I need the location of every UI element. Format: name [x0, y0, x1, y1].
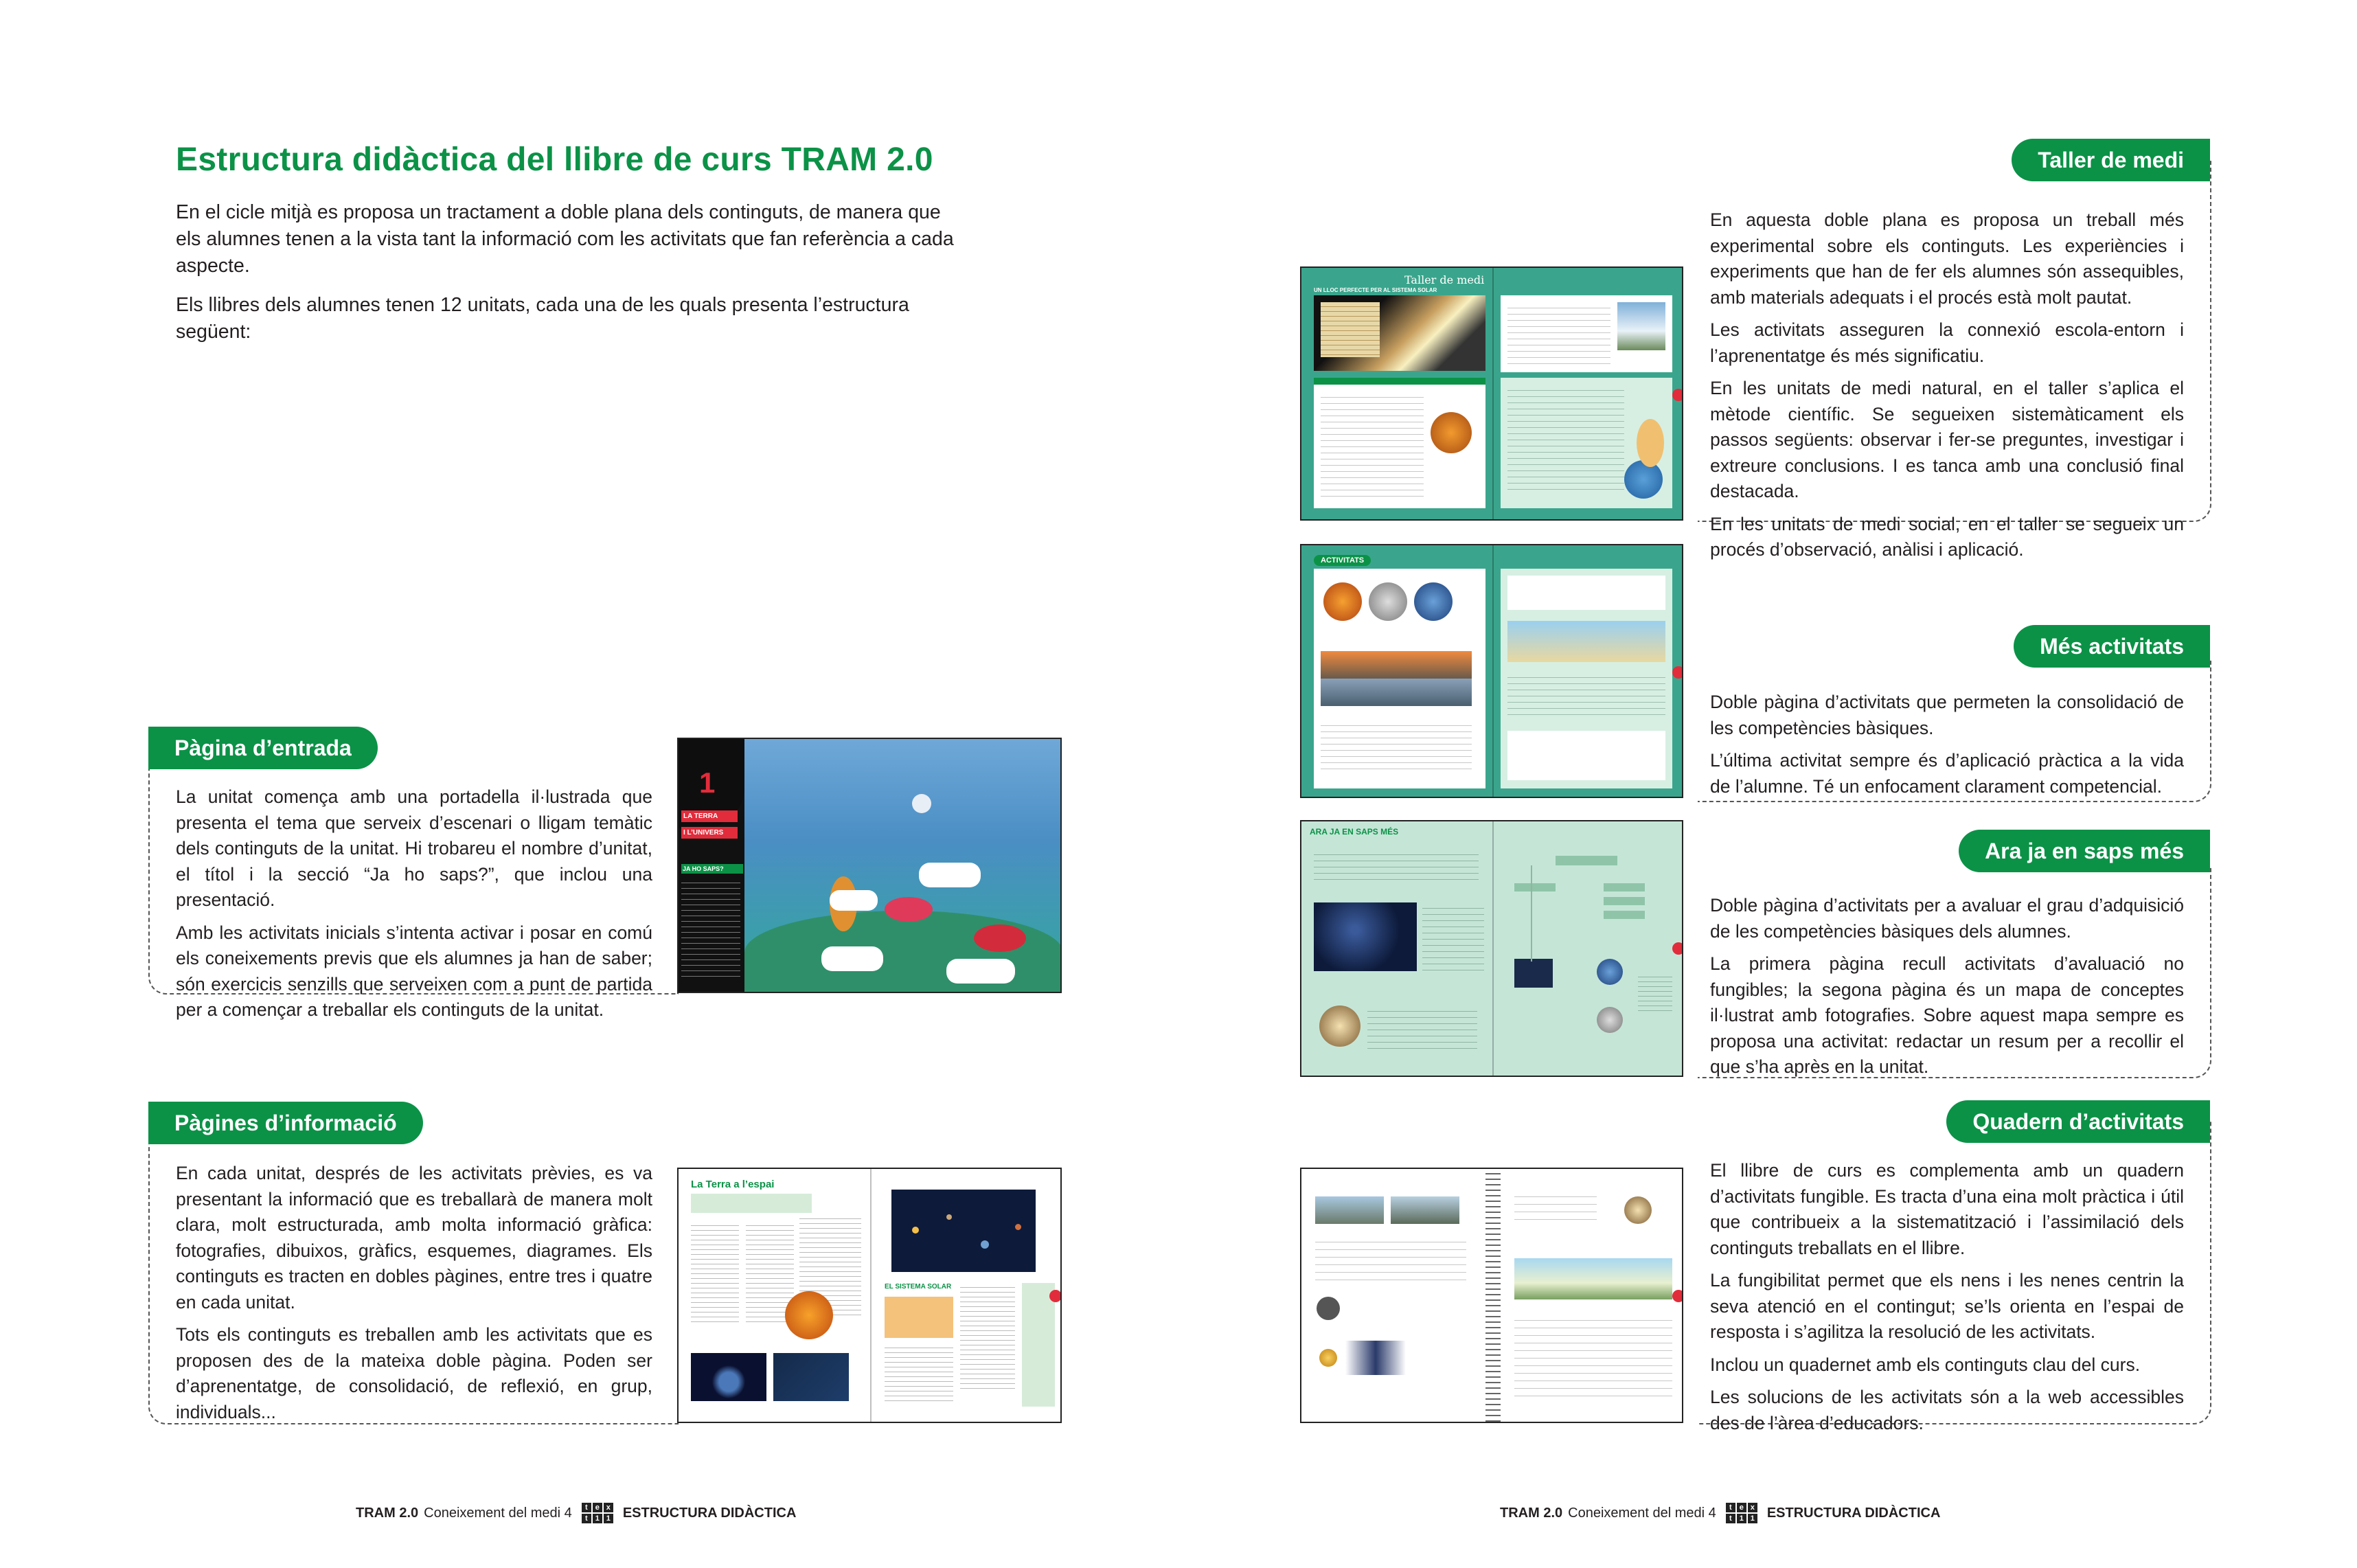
character-bag-1: [885, 897, 933, 922]
taller-paragraph-4: En les unitats de medi social, en el taller se segueix un procés d’observació, anàlisi i aplicació.: [1710, 513, 2184, 560]
taller-thumb-title: Taller de medi: [1404, 273, 1485, 286]
taller-paragraph-3: En les unitats de medi natural, en el taller s’aplica el mètode científic. Se segueixen sistemàticament els passos següents: observar i fer-se preguntes, investigar i extreure conclusions. I es tanca amb una conclusió final destacada.: [1710, 378, 2184, 501]
speech-bubble-3: [919, 863, 981, 887]
quadern-paragraph-3: Inclou un quadernet amb els continguts clau del curs.: [1710, 1354, 2141, 1375]
ara-heading: Ara ja en saps més: [1959, 830, 2210, 872]
entrada-paragraph-2: Amb les activitats inicials s’intenta activar i posar en comú els coneixements previs que els alumnes ja han de saber; són exercicis senzills que serveixen com a punt de partida per a començar a treballar els continguts de la unitat.: [176, 922, 652, 1020]
footer-subject: Coneixement del medi 4: [1568, 1505, 1716, 1521]
moon-photo: [1369, 582, 1407, 621]
taller-thumb-subtitle: UN LLOC PERFECTE PER AL SISTEMA SOLAR: [1314, 287, 1437, 293]
beach-illustration: [1507, 621, 1665, 662]
ara-paragraph-1: Doble pàgina d’activitats per a avaluar el grau d’adquisició de les competències bàsiques dels alumnes.: [1710, 895, 2184, 942]
quadern-paragraph-4: Les solucions de les activitats són a la web accessibles des de l’àrea d’educadors.: [1710, 1387, 2184, 1433]
entrada-text: [176, 784, 652, 1030]
ara-thumbnail: [1300, 820, 1683, 1077]
compass-icon: [1624, 1196, 1652, 1224]
coast-photo-2: [1391, 1196, 1459, 1224]
moon-icon: [912, 794, 931, 813]
concept-map: [1501, 856, 1672, 1062]
sun-illustration: [1431, 412, 1472, 453]
intro-paragraph-1: En el cicle mitjà es proposa un tractament a doble plana dels continguts, de manera que els alumnes tenen a la vista tant la informació com les activitats que fan referència a cada aspecte.: [176, 201, 954, 277]
publisher-logo: t e x t 1 1: [582, 1503, 613, 1523]
informacio-thumb-title: La Terra a l’espai: [691, 1179, 775, 1190]
publisher-logo: t e x t 1 1: [1726, 1503, 1757, 1523]
ara-thumb-label: ARA JA EN SAPS MÉS: [1310, 827, 1399, 837]
earth-photo: [691, 1353, 766, 1401]
spiral-binding: [1485, 1169, 1501, 1423]
footer-section: ESTRUCTURA DIDÀCTICA: [1766, 1505, 1941, 1521]
informacio-text: [176, 1161, 652, 1432]
quadern-paragraph-2: La fungibilitat permet que els nens i les nenes centrin la seva atenció en el contingut; se’ls orienta en l’espai de resposta i s’agilitza la resolució de les activitats.: [1710, 1270, 2184, 1342]
unit-title-2: I L’UNIVERS: [681, 827, 738, 839]
quadern-thumbnail: [1300, 1168, 1683, 1423]
compass-photo: [1319, 1005, 1360, 1047]
entrada-paragraph-1: La unitat comença amb una portadella il·lustrada que presenta el tema que serveix d’escenari o lligam temàtic dels continguts de la unitat. Hi trobareu el nombre d’unitat, el títol i la secció “Ja ho saps?”, que inclou una presentació.: [176, 786, 652, 910]
informacio-paragraph-2: Tots els continguts es treballen amb les activitats que es proposen des de la mateixa doble pàgina. Poden ser d’aprenentatge, de consolidació, de reflexió, en grup, individuals...: [176, 1324, 652, 1422]
informacio-paragraph-1: En cada unitat, després de les activitats prèvies, es va presentant la informació que es treballarà de manera molt clara, molt estructurada, amb molta informació gràfica: fotografies, dibuixos, gràfics, esquemes, diagrames. Els continguts es tracten en dobles pàgines, entre tres i quatre en cada unitat.: [176, 1163, 652, 1313]
phases-strip: [1315, 1341, 1466, 1375]
quadern-heading: Quadern d’activitats: [1946, 1100, 2210, 1143]
unit-number: 1: [699, 766, 716, 799]
sun-photo: [785, 1291, 833, 1339]
character-bag-2: [974, 924, 1026, 952]
table-image: [1321, 302, 1380, 357]
entrada-thumbnail: [677, 738, 1062, 993]
taller-heading: Taller de medi: [2012, 139, 2210, 181]
coast-photo-1: [1315, 1196, 1384, 1224]
entrada-heading: Pàgina d’entrada: [148, 727, 378, 769]
speech-bubble-4: [946, 959, 1015, 984]
sun-icon: [1319, 1349, 1337, 1367]
unit-title-1: LA TERRA: [681, 810, 738, 822]
footer-section: ESTRUCTURA DIDÀCTICA: [622, 1505, 797, 1521]
informacio-thumbnail: [677, 1168, 1062, 1423]
speech-bubble-2: [821, 946, 883, 971]
ara-text: [1710, 893, 2184, 1087]
footer-brand: TRAM 2.0: [1500, 1505, 1563, 1521]
footer-subject: Coneixement del medi 4: [424, 1505, 572, 1521]
taller-paragraph-1: En aquesta doble plana es proposa un treball més experimental sobre els continguts. Les experiències i experiments que han de fer els alumnes són assequibles, amb materials adequats i el procés està molt pautat.: [1710, 209, 2184, 308]
mes-thumbnail: [1300, 544, 1683, 798]
earth-photo: [1414, 582, 1453, 621]
page-title: Estructura didàctica del llibre de curs TRAM 2.0: [176, 141, 933, 178]
footer-left: [356, 1503, 796, 1523]
earth-photo: [1597, 959, 1623, 985]
moon-photo: [1597, 1007, 1623, 1033]
globe-illustration: [1624, 460, 1663, 499]
constellation-photo: [1314, 902, 1417, 971]
quadern-paragraph-1: El llibre de curs es complementa amb un quadern d’activitats fungible. Es tracta d’una eina molt pràctica i útil que contribueix a la sistematització i l’assimilació dels continguts treballats en el llibre.: [1710, 1160, 2184, 1258]
quadern-text: [1710, 1158, 2184, 1443]
ara-paragraph-2: La primera pàgina recull activitats d’avaluació no fungibles; la segona pàgina és un mapa de conceptes il·lustrat amb fotografies. Sobre aquest mapa sempre es proposa una activitat: redactar un resum per a recollir el que s’ha après en la unitat.: [1710, 953, 2184, 1077]
landscape-illustration: [1514, 1258, 1672, 1299]
landscape-strip: [1321, 651, 1472, 706]
hill-shape: [744, 911, 1062, 993]
taller-text: [1710, 207, 2184, 570]
mes-thumb-label: ACTIVITATS: [1314, 555, 1371, 566]
mes-heading: Més activitats: [2014, 625, 2210, 668]
intro-paragraph-2: Els llibres dels alumnes tenen 12 unitats, cada una de les quals presenta l’estructura següent:: [176, 294, 909, 343]
child-character: [1637, 419, 1664, 467]
space-photo: [773, 1353, 849, 1401]
footer-brand: TRAM 2.0: [356, 1505, 419, 1521]
unit-tab-marker: [1049, 1290, 1062, 1302]
mes-paragraph-1: Doble pàgina d’activitats que permeten la consolidació de les competències bàsiques.: [1710, 692, 2184, 738]
taller-paragraph-2: Les activitats asseguren la connexió escola-entorn i l’aprenentatge és més significatiu.: [1710, 319, 2184, 366]
taller-thumbnail: [1300, 266, 1683, 521]
ja-ho-saps-label: JA HO SAPS?: [681, 864, 743, 874]
intro-text: [176, 199, 966, 358]
informacio-thumb-section: EL SISTEMA SOLAR: [885, 1283, 952, 1291]
speech-bubble-1: [830, 890, 878, 911]
informacio-heading: Pàgines d’informació: [148, 1102, 423, 1144]
footer-right: [1500, 1503, 1940, 1523]
space-photo: [1514, 959, 1553, 988]
sun-photo: [1323, 582, 1362, 621]
geyser-photo: [1617, 302, 1665, 350]
mes-text: [1710, 690, 2184, 806]
mes-paragraph-2: L’última activitat sempre és d’aplicació pràctica a la vida de l’alumne. Té un enfocament clarament competencial.: [1710, 750, 2184, 797]
